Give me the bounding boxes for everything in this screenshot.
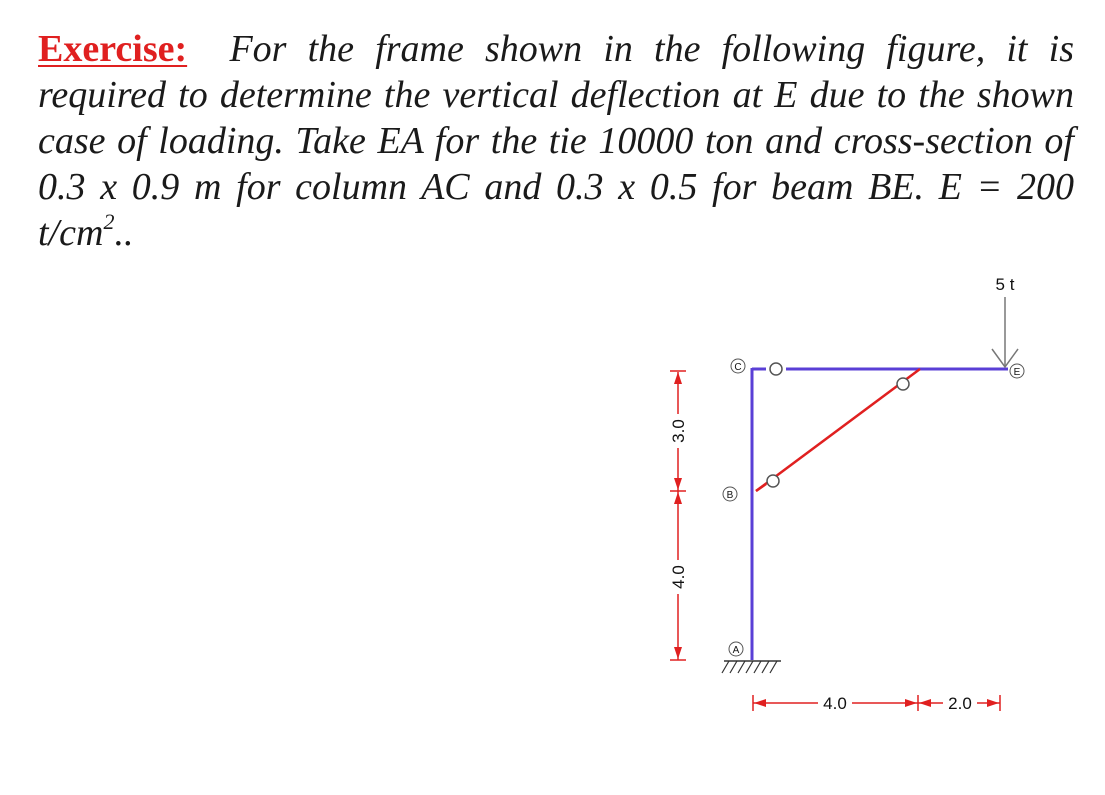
node-label-c xyxy=(731,359,745,373)
svg-text:B: B xyxy=(726,490,734,501)
svg-text:E: E xyxy=(1013,367,1021,378)
svg-text:A: A xyxy=(732,645,740,656)
problem-text-line-4: 0.3 x 0.9 m for column AC and 0.3 x 0.5 for beam BE. E = 200 xyxy=(38,166,1074,208)
node-label-a xyxy=(729,642,743,656)
node-label-e xyxy=(1010,364,1024,378)
support-a-hatch xyxy=(722,661,777,673)
dim-label-horizontal-right: 2.0 xyxy=(948,694,972,713)
tie-link-b xyxy=(756,484,766,491)
unit-base: t/cm xyxy=(38,212,104,254)
dim-label-vertical-lower: 4.0 xyxy=(669,565,688,589)
svg-text:C: C xyxy=(734,362,742,373)
problem-text-line-1: For the frame shown in the following figure, it is xyxy=(229,28,1075,70)
problem-text-line-3: case of loading. Take EA for the tie 10000 ton and cross-section of xyxy=(38,120,1074,162)
node-label-b xyxy=(723,487,737,501)
unit-exponent: 2 xyxy=(103,209,115,235)
tie-hinge-lower xyxy=(767,475,779,487)
load-arrow xyxy=(992,297,1018,367)
unit-suffix: .. xyxy=(114,212,134,254)
dim-label-horizontal-left: 4.0 xyxy=(823,694,847,713)
tie-member xyxy=(756,369,920,491)
problem-text-line-2: required to determine the vertical deflection at E due to the shown xyxy=(38,74,1074,116)
exercise-heading: Exercise: xyxy=(38,28,188,70)
load-label: 5 t xyxy=(995,275,1015,294)
dim-label-vertical-upper: 3.0 xyxy=(669,419,688,443)
hinge-c xyxy=(770,363,782,375)
tie-hinge-upper xyxy=(897,378,909,390)
